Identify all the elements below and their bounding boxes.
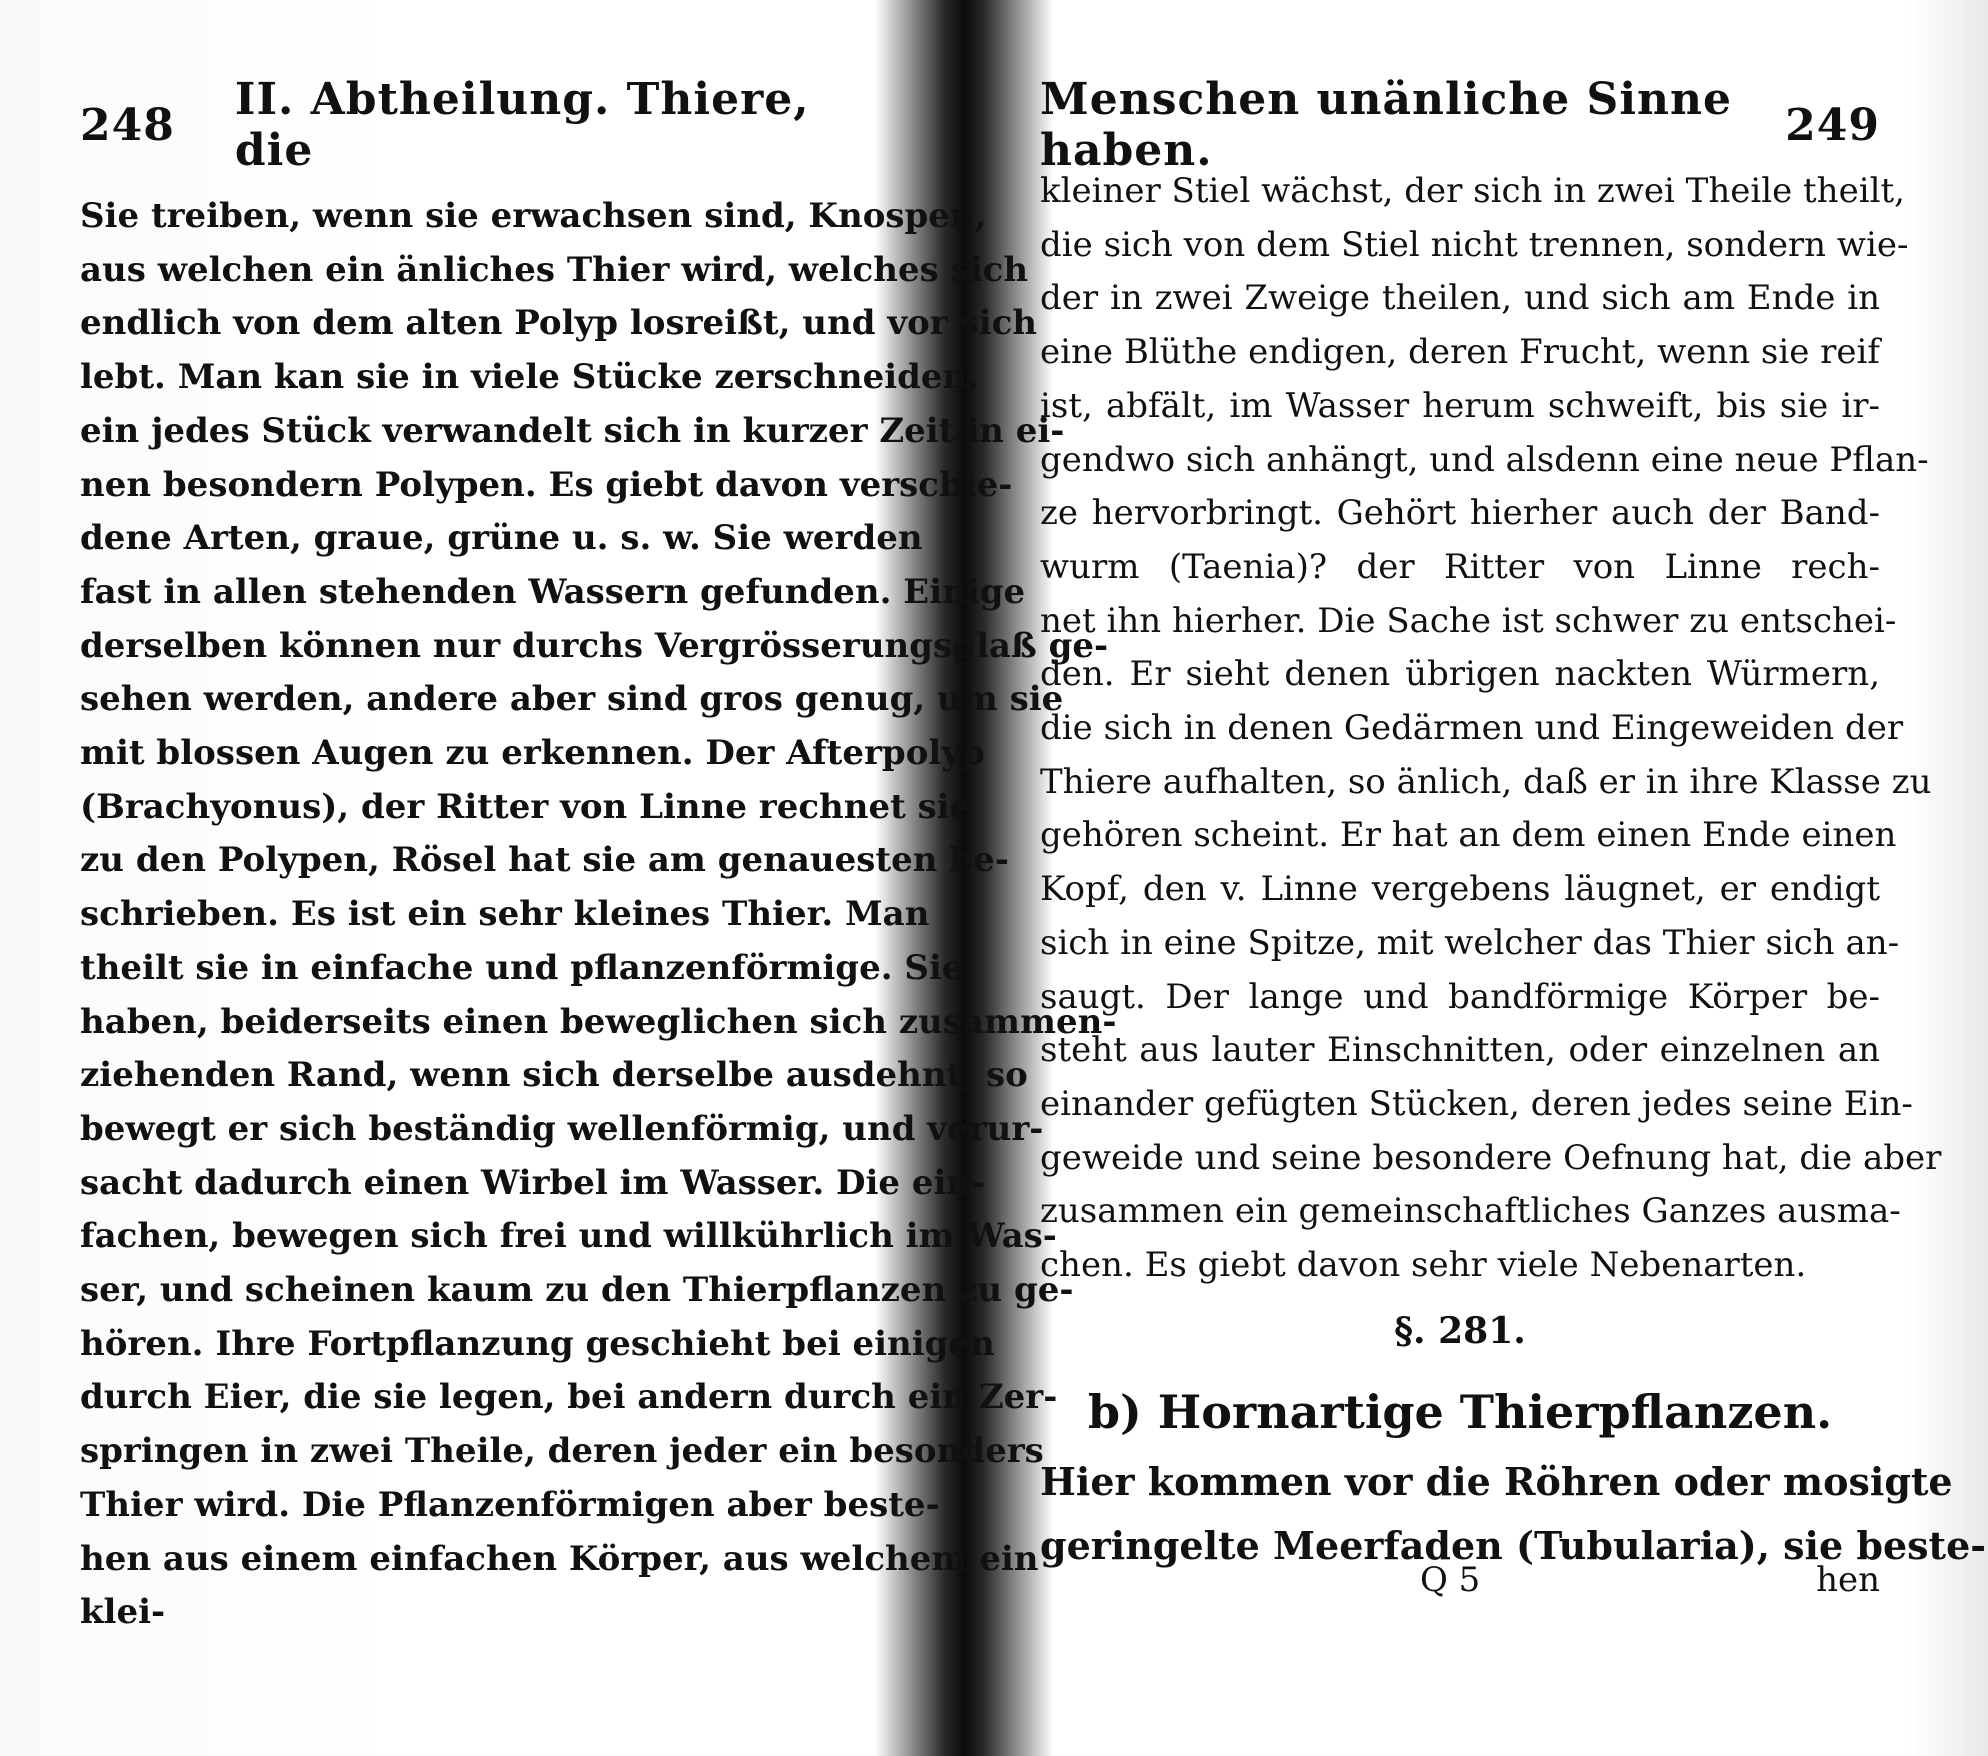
- running-head-title-right: Menschen unänliche Sinne haben.: [1040, 74, 1733, 176]
- text-line: lebt. Man kan sie in viele Stücke zerschneiden,: [80, 357, 980, 398]
- text-line: schrieben. Es ist ein sehr kleines Thier. Man: [80, 894, 930, 935]
- text-line: Sie treiben, wenn sie erwachsen sind, Knospen,: [80, 196, 987, 236]
- text-line: ein jedes Stück verwandelt sich in kurzer Zeit in ei-: [80, 410, 1065, 451]
- text-line: Thiere aufhalten, so änlich, daß er in ihre Klasse zu: [1040, 761, 1932, 802]
- text-line: fast in allen stehenden Wassern gefunden. Einige: [80, 571, 1026, 612]
- text-line: sacht dadurch einen Wirbel im Wasser. Die ein-: [80, 1162, 986, 1203]
- text-line: geweide und seine besondere Oefnung hat, die aber: [1040, 1137, 1942, 1178]
- text-line: mit blossen Augen zu erkennen. Der Afterpolyp: [80, 733, 985, 774]
- text-line: bewegt er sich beständig wellenförmig, und verur-: [80, 1108, 1044, 1149]
- text-line: gehören scheint. Er hat an dem einen Ende einen: [1040, 815, 1897, 856]
- signature-mark: Q 5: [1420, 1560, 1481, 1600]
- text-line: sich in eine Spitze, mit welcher das Thier sich an-: [1040, 922, 1900, 963]
- text-line: net ihn hierher. Die Sache ist schwer zu entschei-: [1040, 600, 1897, 641]
- text-line: klei-: [80, 1592, 166, 1633]
- catchword: hen: [1816, 1560, 1880, 1600]
- text-line: ziehenden Rand, wenn sich derselbe ausdehnt, so: [80, 1055, 1028, 1096]
- text-line: eine Blüthe endigen, deren Frucht, wenn sie reif: [1040, 332, 1880, 373]
- section-heading: b) Hornartige Thierpflanzen.: [1087, 1385, 1833, 1439]
- text-line: wurm (Taenia)? der Ritter von Linne rech-: [1040, 546, 1880, 587]
- catchline: [1040, 1560, 1880, 1600]
- left-page-body: [80, 190, 1117, 1640]
- text-line: Thier wird. Die Pflanzenförmigen aber beste-: [80, 1484, 940, 1525]
- text-line: Hier kommen vor die Röhren oder mosigte: [1040, 1459, 1953, 1504]
- text-line: ze hervorbringt. Gehört hierher auch der Band-: [1040, 493, 1880, 534]
- text-line: die sich von dem Stiel nicht trennen, sondern wie-: [1040, 224, 1909, 265]
- text-line: zu den Polypen, Rösel hat sie am genauesten be-: [80, 840, 1009, 881]
- text-line: nen besondern Polypen. Es giebt davon verschie-: [80, 464, 1013, 505]
- running-head-right: [1040, 74, 1880, 176]
- text-line: geringelte Meerfaden (Tubularia), sie beste-: [1040, 1523, 1987, 1568]
- text-line: ser, und scheinen kaum zu den Thierpflanzen zu ge-: [80, 1270, 1074, 1311]
- text-line: zusammen ein gemeinschaftliches Ganzes ausma-: [1040, 1191, 1901, 1232]
- text-line: endlich von dem alten Polyp losreißt, und vor sich: [80, 303, 1037, 344]
- text-line: kleiner Stiel wächst, der sich in zwei Theile theilt,: [1040, 171, 1905, 211]
- text-line: der in zwei Zweige theilen, und sich am Ende in: [1040, 278, 1880, 319]
- text-line: aus welchen ein änliches Thier wird, welches sich: [80, 249, 1029, 290]
- text-line: den. Er sieht denen übrigen nackten Würmern,: [1040, 654, 1880, 695]
- text-line: sehen werden, andere aber sind gros genug, um sie: [80, 679, 1064, 720]
- text-line: (Brachyonus), der Ritter von Linne rechnet sie: [80, 786, 972, 827]
- page-number-left: 248: [80, 99, 175, 151]
- text-line: einander gefügten Stücken, deren jedes seine Ein-: [1040, 1083, 1913, 1124]
- running-head-title-left: II. Abtheilung. Thiere, die: [234, 74, 810, 176]
- text-line: saugt. Der lange und bandförmige Körper be-: [1040, 976, 1880, 1017]
- text-line: Kopf, den v. Linne vergebens läugnet, er endigt: [1040, 869, 1880, 910]
- section-body: [1040, 1450, 1987, 1578]
- section-number: §. 281.: [1394, 1310, 1526, 1352]
- text-line: gendwo sich anhängt, und alsdenn eine neue Pflan-: [1040, 439, 1929, 480]
- text-line: die sich in denen Gedärmen und Eingeweiden der: [1040, 708, 1904, 749]
- text-line: chen. Es giebt davon sehr viele Nebenarten.: [1040, 1245, 1807, 1286]
- right-page-body: [1040, 165, 1942, 1293]
- text-line: durch Eier, die sie legen, bei andern durch ein Zer-: [80, 1377, 1058, 1418]
- text-line: derselben können nur durchs Vergrösserungsglaß ge-: [80, 625, 1109, 666]
- right-page: [1020, 0, 1987, 1756]
- left-page: [60, 0, 1117, 1756]
- text-line: springen in zwei Theile, deren jeder ein besonders: [80, 1431, 1044, 1472]
- text-line: ist, abfält, im Wasser herum schweift, bis sie ir-: [1040, 385, 1880, 426]
- text-line: hen aus einem einfachen Körper, aus welchem ein: [80, 1538, 1039, 1579]
- text-line: hören. Ihre Fortpflanzung geschieht bei einigen: [80, 1323, 995, 1364]
- text-line: dene Arten, graue, grüne u. s. w. Sie werden: [80, 518, 923, 559]
- text-line: fachen, bewegen sich frei und willkührlich im Was-: [80, 1216, 1057, 1257]
- text-line: steht aus lauter Einschnitten, oder einzelnen an: [1040, 1030, 1880, 1071]
- running-head-left: [80, 74, 900, 176]
- text-line: haben, beiderseits einen beweglichen sich zusammen-: [80, 1001, 1117, 1042]
- page-number-right: 249: [1785, 99, 1880, 151]
- text-line: theilt sie in einfache und pflanzenförmige. Sie: [80, 947, 964, 988]
